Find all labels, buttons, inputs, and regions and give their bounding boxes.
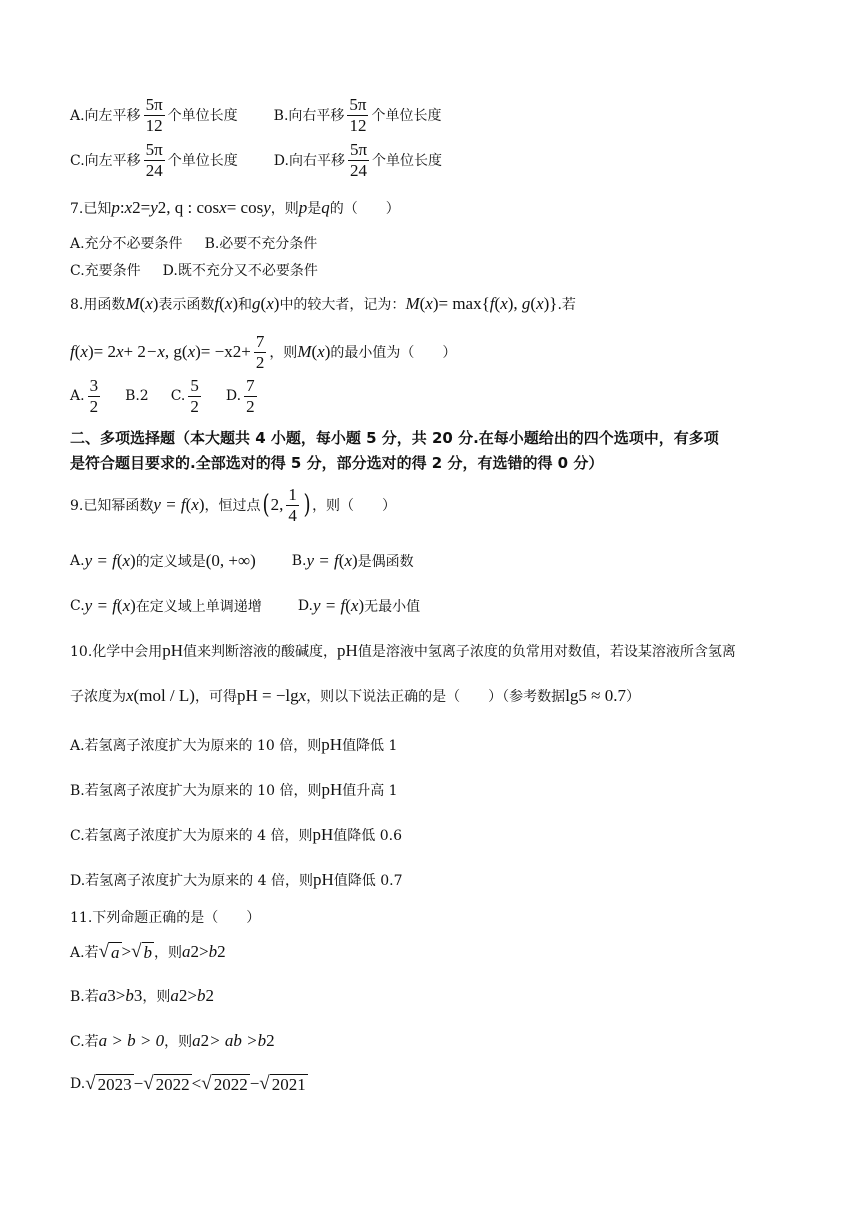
math-var: g: [521, 294, 531, 313]
q10-option-b: [70, 780, 398, 800]
q10-option-c: [70, 825, 402, 845]
math-var: a: [182, 942, 191, 961]
option-text: C.若氢离子浓度扩大为原来的 4 倍，则: [70, 828, 313, 844]
unit-text: 个单位长度: [371, 108, 442, 125]
math-var: x: [317, 342, 325, 362]
math-var: M: [297, 342, 312, 362]
q9-option-c: C.: [70, 598, 85, 614]
stem-text: 的定义域是: [135, 554, 206, 570]
fraction: $\frac{3}{2}$: [89, 376, 99, 416]
math-op: =: [140, 198, 151, 217]
math-var: x: [224, 294, 233, 313]
math-var: y = f: [84, 551, 117, 570]
math-op: = cos: [226, 198, 264, 217]
math-op: pH: [321, 735, 343, 754]
math-var: x: [298, 686, 307, 705]
stem-text: 中的较大者，记为：: [279, 297, 406, 313]
math-var: p: [298, 198, 308, 217]
q6-line-ab: [70, 96, 442, 135]
math-var: x: [344, 551, 352, 570]
math-var: y: [263, 198, 271, 217]
stem-text: 值是溶液中氢离子浓度的负常用对数值，若设某溶液所含氢离: [357, 644, 736, 660]
sqrt: √ 2022: [143, 1073, 190, 1094]
math-var: M: [125, 294, 140, 313]
math-var: b: [125, 986, 134, 1005]
stem-text: 表示函数: [158, 297, 215, 313]
unit-text: 个单位长度: [372, 153, 443, 170]
math-var: x: [122, 596, 131, 615]
math-op: pH = −lg: [236, 686, 299, 705]
q11-stem: 11.下列命题正确的是（ ）: [70, 910, 261, 926]
math-var: p: [111, 198, 120, 217]
q11-option-c: C.若 a > b > 0 ，则 a 2 > ab > b 2: [70, 1031, 275, 1050]
math-var: a: [192, 1031, 201, 1050]
math-var: a > b > 0: [98, 1031, 165, 1050]
q6-option-c: C.向左平移: [70, 153, 141, 170]
stem-text: 的最小值为（ ）: [330, 345, 457, 362]
math-op: , q : cos: [166, 198, 220, 217]
q10-stem-line1: [70, 641, 736, 661]
q7-option-d: D.既不充分又不必要条件: [162, 263, 318, 279]
math-op: >: [187, 986, 197, 1005]
math-var: x: [124, 198, 133, 217]
option-text: 值降低 1: [342, 738, 398, 754]
q8-option-a: A.: [70, 388, 85, 405]
stem-text: 是: [307, 201, 322, 217]
stem-text: ，则: [142, 989, 171, 1005]
option-text: B.若氢离子浓度扩大为原来的 10 倍，则: [70, 783, 322, 799]
q8-options: [70, 377, 260, 416]
unit-text: 个单位长度: [167, 108, 238, 125]
sqrt: √ b: [131, 941, 153, 962]
q11-option-a: A.若 √ a > √ b ，则 a 2 > b 2: [70, 941, 226, 962]
option-text: 值降低 0.6: [333, 828, 402, 844]
math-op: = 2: [93, 342, 116, 362]
math-var: x: [126, 686, 134, 705]
fraction: $\frac{5\pi}{12}$: [349, 95, 367, 135]
q7-options-cd: [70, 260, 318, 280]
math-op: pH: [162, 641, 184, 660]
math-var: y = f: [84, 596, 117, 615]
sqrt: √ 2021: [259, 1073, 306, 1094]
q9-option-a: A.: [70, 553, 85, 569]
stem-text: ，则: [164, 1034, 193, 1050]
math-op: :: [119, 198, 125, 217]
math-op: >: [199, 942, 209, 961]
section2-heading-line2: 是符合题目要求的.全部选对的得 5 分，部分选对的得 2 分，有选错的得 0 分）: [70, 454, 604, 472]
math-op: = −x: [200, 342, 233, 362]
math-var: y = f: [306, 551, 339, 570]
option-text: C.若: [70, 1034, 99, 1050]
option-text: 值降低 0.7: [333, 873, 403, 889]
math-var: x: [536, 294, 544, 313]
math-var: y = f: [313, 596, 346, 615]
math-op: pH: [337, 641, 358, 660]
stem-text: 9.已知幂函数: [70, 498, 154, 515]
q10-option-a: [70, 735, 397, 755]
math-var: > ab >: [209, 1031, 258, 1050]
unit-text: 个单位长度: [167, 153, 238, 170]
math-var: x: [500, 294, 508, 313]
math-var: x: [187, 342, 196, 362]
stem-text: 子浓度为: [70, 689, 126, 705]
q9-option-b: B.: [291, 553, 307, 569]
math-var: y = f: [153, 495, 186, 515]
math-var: a: [170, 986, 179, 1005]
fraction: $\frac{5\pi}{24}$: [349, 140, 368, 180]
stem-text: ，则（ ）: [312, 498, 397, 515]
q9-options-cd: C. y = f ( x ) 在定义域上单调递增 D. y = f ( x ) 无最小值: [70, 596, 421, 615]
q8-option-b: B.2: [125, 388, 149, 405]
math-op: −: [249, 1074, 260, 1093]
q8-functions: f ( x ) = 2 x + 2 −x , g ( x ) = −x 2 + $\frac{7}{2}$ ，则 M ( x ) 的最小值为（ ）: [70, 332, 457, 372]
option-text: D.若氢离子浓度扩大为原来的 4 倍，则: [70, 873, 313, 889]
math-var: q: [321, 198, 330, 217]
q10-option-d: [70, 870, 402, 890]
math-var: g: [252, 294, 261, 313]
stem-text: 和: [238, 297, 253, 313]
q8-option-c: C.: [170, 388, 186, 405]
q11-option-d: [70, 1073, 308, 1095]
stem-text: 8.用函数: [70, 297, 126, 313]
math-var: x: [145, 294, 153, 313]
stem-text: ，可得: [194, 689, 237, 705]
q7-option-c: C.充要条件: [70, 263, 141, 279]
q7-option-a: A.充分不必要条件: [70, 236, 183, 252]
q6-line-cd: [70, 141, 442, 180]
math-op: 0, +∞: [211, 551, 251, 570]
q7-option-b: B.必要不充分条件: [204, 236, 318, 252]
q9-stem: 9.已知幂函数 y = f ( x ) ，恒过点 ( 2, $\frac{1}{4}$ ) ，则（ ）: [70, 485, 397, 525]
math-op: pH: [312, 870, 334, 889]
math-op: pH: [312, 825, 334, 844]
fraction: $\frac{7}{2}$: [246, 376, 255, 416]
sqrt: √ 2023: [85, 1073, 132, 1094]
math-op: , g: [164, 342, 182, 362]
fraction: $\frac{5\pi}{24}$: [145, 140, 163, 180]
math-op: >: [121, 942, 132, 961]
q9-option-d: D.: [297, 598, 313, 614]
math-op: >: [115, 986, 126, 1005]
stem-text: .若: [557, 297, 576, 313]
math-var: b: [208, 942, 218, 961]
q8-option-d: D.: [225, 388, 242, 405]
stem-text: ，恒过点: [204, 498, 261, 515]
q10-stem-line2: 子浓度为 x ( mol / L ) ，可得 pH = −lg x ，则以下说法正确的是（ ）（参考数据 lg5 ≈ 0.7 ）: [70, 686, 640, 705]
stem-text: 7.已知: [70, 201, 112, 217]
q7-stem: 7.已知 p : x 2 = y 2 , q : cos x = cos y ，则 p 是 q 的（ ）: [70, 198, 400, 217]
math-var: M: [405, 294, 420, 313]
math-op: lg5 ≈ 0.7: [565, 686, 626, 705]
math-var: b: [196, 986, 206, 1005]
stem-text: ）: [626, 689, 640, 705]
math-op: 2,: [270, 495, 284, 515]
math-var: f: [489, 294, 495, 313]
math-var: x: [425, 294, 433, 313]
section2-heading-line1: 二、多项选择题（本大题共 4 小题，每小题 5 分，共 20 分.在每小题给出的四个选项中，有多项: [70, 429, 719, 447]
stem-text: 的（ ）: [329, 201, 400, 217]
option-text: 值升高 1: [342, 783, 398, 799]
fraction: $\frac{5}{2}$: [190, 376, 199, 416]
math-var: x: [266, 294, 274, 313]
sqrt: √ a: [98, 941, 120, 962]
math-op: −: [133, 1074, 144, 1093]
option-text: B.若: [70, 989, 99, 1005]
stem-text: ，则以下说法正确的是（ ）（参考数据: [306, 689, 566, 705]
math-op: <: [191, 1074, 202, 1093]
fraction: $\frac{5\pi}{12}$: [145, 95, 163, 135]
math-var: x: [350, 596, 359, 615]
stem-text: 是偶函数: [357, 554, 414, 570]
math-var: x: [219, 198, 227, 217]
stem-text: 无最小值: [364, 599, 421, 615]
stem-text: ，则: [154, 945, 183, 961]
q6-option-b: B.向右平移: [273, 108, 345, 125]
option-text: D.: [70, 1076, 86, 1092]
fraction: $\frac{1}{4}$: [288, 485, 297, 525]
q9-options-ab: A. y = f ( x ) 的定义域是 ( 0, +∞ ) B. y = f ( x ) 是偶函数: [70, 551, 414, 570]
math-var: x: [122, 551, 131, 570]
stem-text: 在定义域上单调递增: [135, 599, 262, 615]
math-var: f: [214, 294, 220, 313]
stem-text: 值来判断溶液的酸碱度，: [183, 644, 338, 660]
stem-text: 10.化学中会用: [70, 644, 163, 660]
q11-option-b: B.若 a 3 > b 3 ，则 a 2 > b 2: [70, 986, 214, 1005]
math-op: = max: [438, 294, 482, 313]
math-var: y: [150, 198, 158, 217]
q8-stem: 8.用函数 M ( x ) 表示函数 f ( x ) 和 g ( x ) 中的较大者，记为： M ( x ) = max { f ( x ), g ( x )} .若: [70, 294, 576, 313]
option-text: A.若: [70, 945, 99, 961]
math-var: x: [80, 342, 88, 362]
math-op: pH: [321, 780, 343, 799]
math-op: +: [241, 342, 251, 362]
q6-option-a: A.向左平移: [70, 108, 141, 125]
math-op: + 2: [123, 342, 146, 362]
math-var: b: [257, 1031, 267, 1050]
stem-text: ，则: [269, 345, 298, 362]
stem-text: ，则: [270, 201, 299, 217]
math-var: a: [98, 986, 108, 1005]
option-text: A.若氢离子浓度扩大为原来的 10 倍，则: [70, 738, 322, 754]
math-op: mol / L: [139, 686, 190, 705]
q6-option-d: D.向右平移: [273, 153, 345, 170]
sqrt: √ 2022: [201, 1073, 248, 1094]
fraction: $\frac{7}{2}$: [255, 332, 265, 372]
math-var: x: [191, 495, 199, 515]
math-var: f: [70, 342, 75, 362]
q7-options-ab: [70, 233, 317, 253]
